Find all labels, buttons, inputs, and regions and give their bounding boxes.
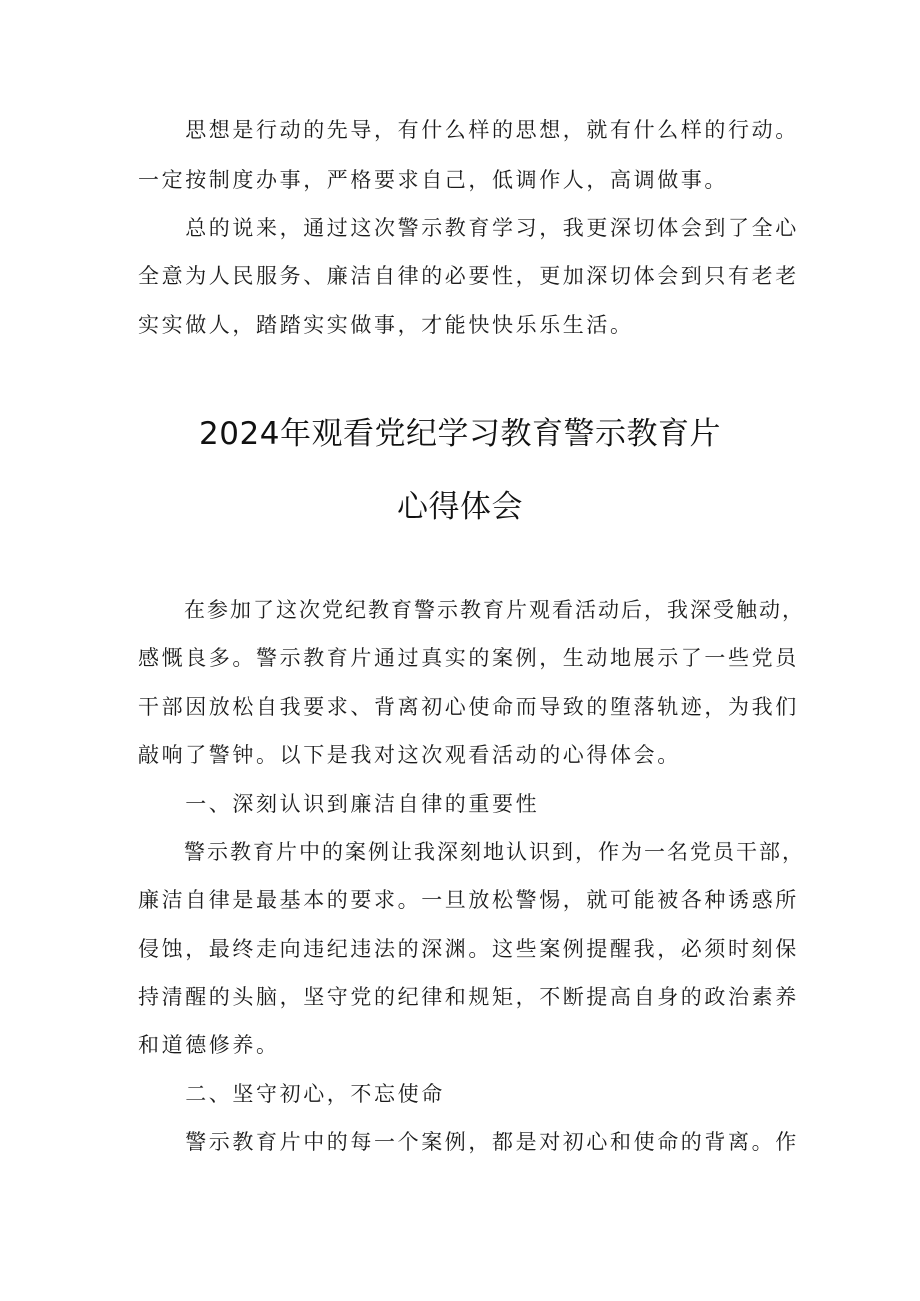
paragraph-line: 在参加了这次党纪教育警示教育片观看活动后，我深受触动， bbox=[138, 598, 805, 622]
paragraph-line: 干部因放松自我要求、背离初心使命而导致的堕落轨迹，为我们 bbox=[138, 695, 799, 719]
paragraph-line: 感慨良多。警示教育片通过真实的案例，生动地展示了一些党员 bbox=[138, 646, 799, 670]
paragraph-line: 持清醒的头脑，坚守党的纪律和规矩，不断提高自身的政治素养 bbox=[138, 985, 799, 1009]
paragraph-line: 思想是行动的先导，有什么样的思想，就有什么样的行动。 bbox=[138, 118, 799, 142]
document-subtitle: 心得体会 bbox=[397, 489, 523, 525]
paragraph-line: 警示教育片中的每一个案例，都是对初心和使命的背离。作 bbox=[138, 1130, 799, 1154]
paragraph-line: 侵蚀，最终走向违纪违法的深渊。这些案例提醒我，必须时刻保 bbox=[138, 937, 799, 961]
paragraph-line: 实实做人，踏踏实实做事，才能快快乐乐生活。 bbox=[138, 313, 634, 337]
paragraph-line: 一定按制度办事，严格要求自己，低调作人，高调做事。 bbox=[138, 168, 728, 192]
paragraph-line: 警示教育片中的案例让我深刻地认识到，作为一名党员干部， bbox=[138, 840, 805, 864]
section-heading: 二、坚守初心，不忘使命 bbox=[138, 1082, 445, 1106]
document-title: 2024年观看党纪学习教育警示教育片 bbox=[199, 416, 721, 452]
paragraph-line: 和道德修养。 bbox=[138, 1033, 280, 1057]
paragraph-line: 廉洁自律是最基本的要求。一旦放松警惕，就可能被各种诱惑所 bbox=[138, 888, 799, 912]
paragraph-line: 全意为人民服务、廉洁自律的必要性，更加深切体会到只有老老 bbox=[138, 264, 799, 288]
paragraph-line: 敲响了警钟。以下是我对这次观看活动的心得体会。 bbox=[138, 743, 681, 767]
paragraph-line: 总的说来，通过这次警示教育学习，我更深切体会到了全心 bbox=[138, 216, 799, 240]
section-heading: 一、深刻认识到廉洁自律的重要性 bbox=[138, 792, 540, 816]
